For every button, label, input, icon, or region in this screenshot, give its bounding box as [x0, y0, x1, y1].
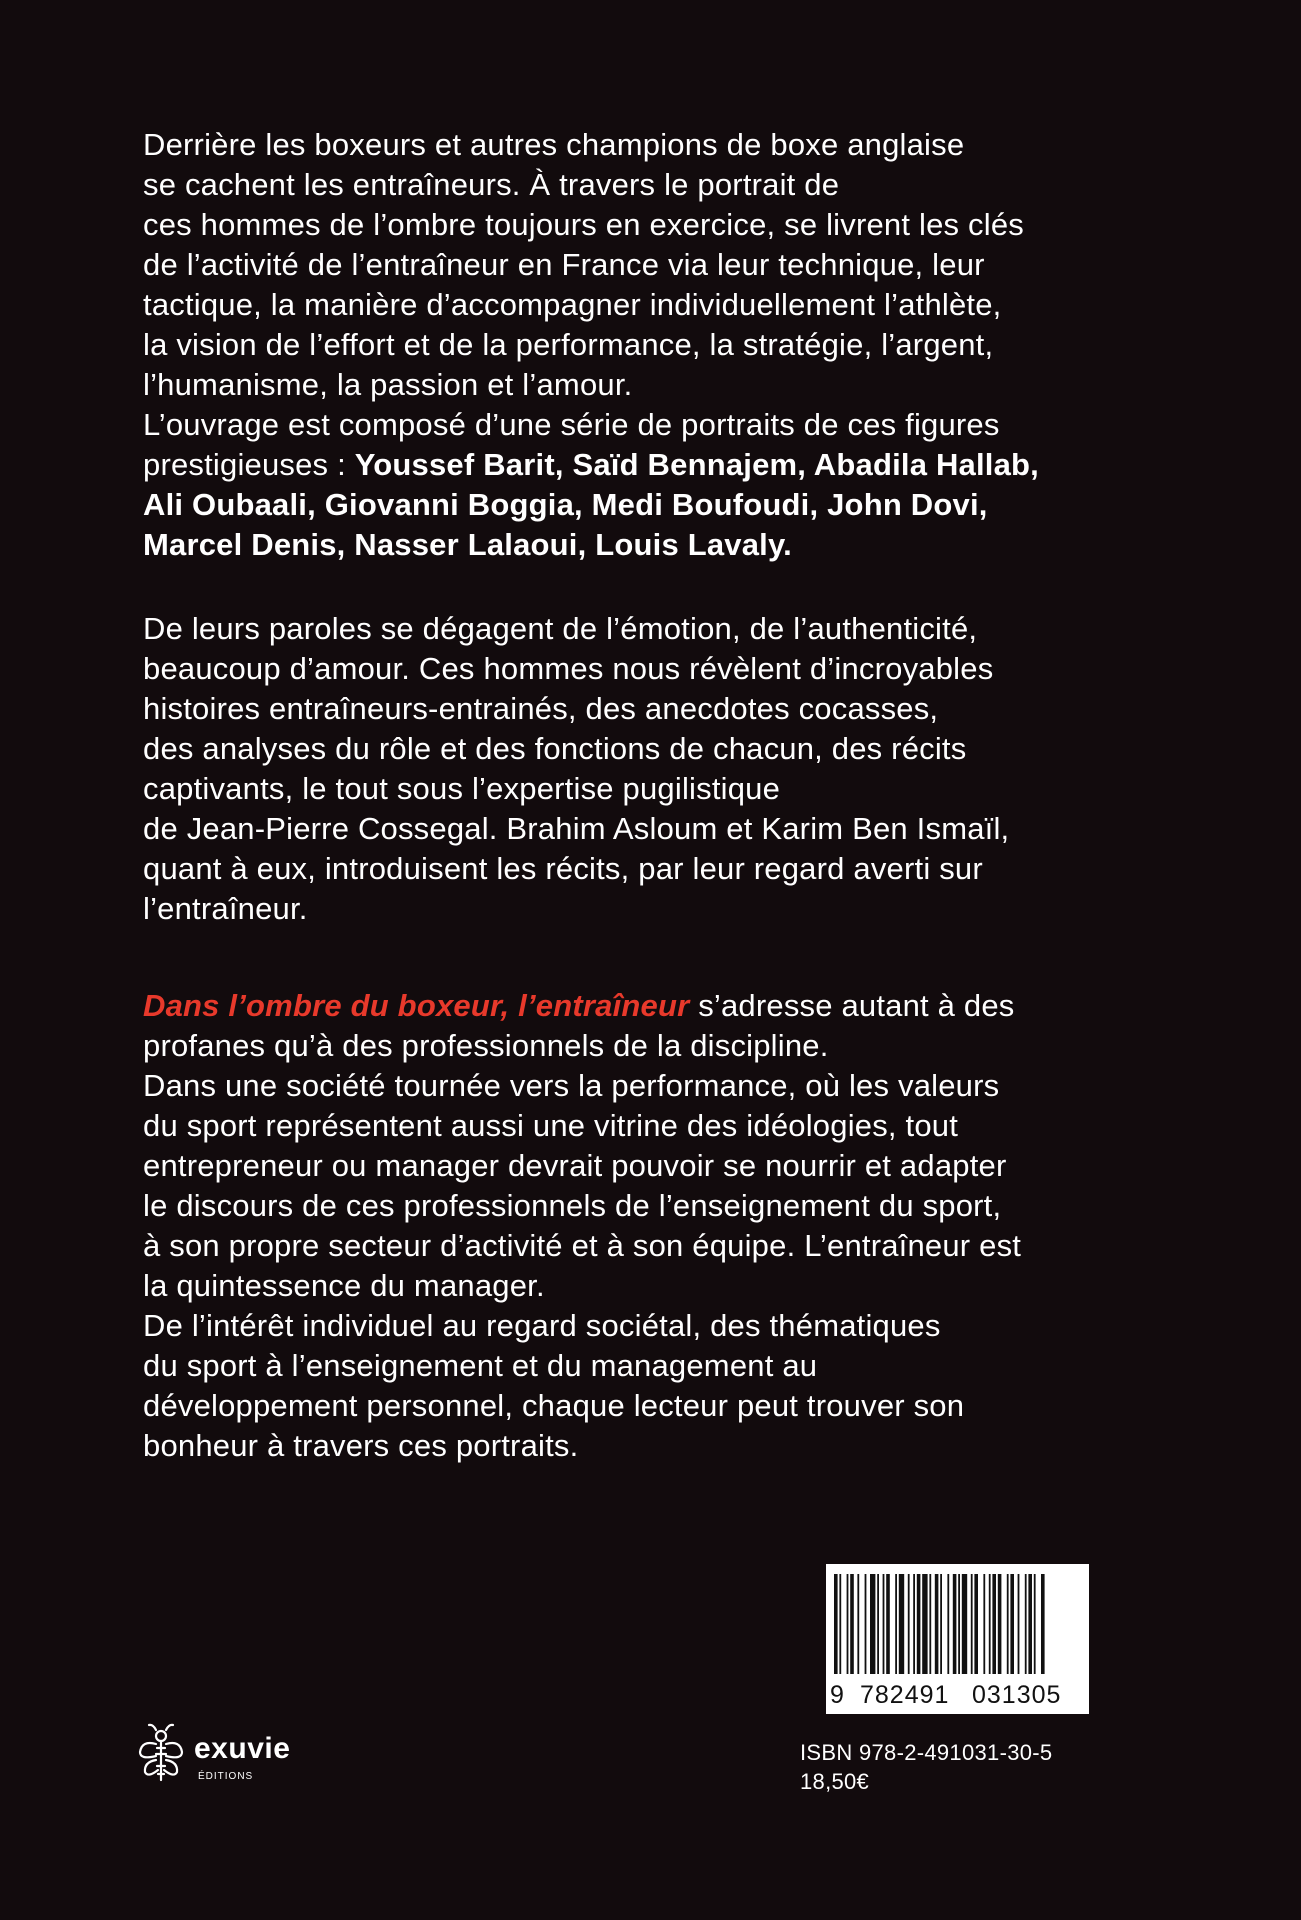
- isbn-number: ISBN 978-2-491031-30-5: [800, 1740, 1053, 1765]
- paragraph-emotion: [143, 609, 1183, 929]
- barcode-bar: [895, 1574, 897, 1674]
- barcode-bar: [883, 1574, 885, 1674]
- barcode-bar: [992, 1574, 996, 1674]
- names-intro: prestigieuses :: [143, 447, 355, 482]
- barcode-bar: [899, 1574, 904, 1674]
- barcode-bar: [834, 1574, 838, 1674]
- barcode-bar: [857, 1574, 859, 1674]
- barcode-bar: [847, 1574, 849, 1674]
- barcode-bar: [1028, 1574, 1032, 1674]
- names-bold-2: Ali Oubaali, Giovanni Boggia, Medi Boufoudi, John Dovi,: [143, 487, 988, 522]
- barcode-bar: [870, 1574, 875, 1674]
- text-line: du sport représentent aussi une vitrine des idéologies, tout: [143, 1108, 959, 1143]
- barcode-bar: [998, 1574, 1002, 1674]
- text-line: l’entraîneur.: [143, 891, 308, 926]
- barcode-bar: [947, 1574, 949, 1674]
- text-line: ces hommes de l’ombre toujours en exercice, se livrent les clés: [143, 207, 1024, 242]
- text-line: du sport à l’enseignement et du management au: [143, 1348, 818, 1383]
- barcode-bar: [1041, 1574, 1045, 1674]
- text-line: De l’intérêt individuel au regard sociétal, des thématiques: [143, 1308, 941, 1343]
- names-bold-3: Marcel Denis, Nasser Lalaoui, Louis Lavaly.: [143, 527, 792, 562]
- barcode: [826, 1564, 1089, 1714]
- text-line: des analyses du rôle et des fonctions de chacun, des récits: [143, 731, 967, 766]
- publisher-sub: ÉDITIONS: [198, 1771, 254, 1782]
- price: 18,50€: [800, 1769, 870, 1794]
- paragraph-intro: [143, 125, 1183, 565]
- book-title: Dans l’ombre du boxeur, l’entraîneur: [143, 988, 690, 1023]
- text-line: entrepreneur ou manager devrait pouvoir se nourrir et adapter: [143, 1148, 1007, 1183]
- text-line: De leurs paroles se dégagent de l’émotion, de l’authenticité,: [143, 611, 978, 646]
- publisher-name: exuvie: [194, 1732, 291, 1765]
- barcode-bar: [865, 1574, 867, 1674]
- barcode-bar: [962, 1574, 967, 1674]
- text-line: captivants, le tout sous l’expertise pugilistique: [143, 771, 781, 806]
- barcode-bar: [1034, 1574, 1036, 1674]
- barcode-bar: [877, 1574, 879, 1674]
- barcode-bar: [1007, 1574, 1009, 1674]
- text-line: beaucoup d’amour. Ces hommes nous révèlent d’incroyables: [143, 651, 994, 686]
- barcode-bar: [940, 1574, 942, 1674]
- barcode-digit-first: 9: [830, 1681, 845, 1709]
- barcode-bar: [917, 1574, 921, 1674]
- barcode-digits-left: 782491: [860, 1681, 950, 1709]
- barcode-bar: [989, 1574, 991, 1674]
- title-line-rest: s’adresse autant à des: [689, 988, 1015, 1023]
- text-line: Derrière les boxeurs et autres champions de boxe anglaise: [143, 127, 965, 162]
- text-line: le discours de ces professionnels de l’enseignement du sport,: [143, 1188, 1002, 1223]
- names-line: [143, 445, 1183, 485]
- text-line: profanes qu’à des professionnels de la discipline.: [143, 1028, 829, 1063]
- title-line: [143, 986, 1183, 1026]
- text-line: quant à eux, introduisent les récits, par leur regard averti sur: [143, 851, 983, 886]
- text-line: de Jean-Pierre Cossegal. Brahim Asloum et Karim Ben Ismaïl,: [143, 811, 1010, 846]
- barcode-bar: [983, 1574, 985, 1674]
- names-bold-1: Youssef Barit, Saïd Bennajem, Abadila Hallab,: [354, 447, 1039, 482]
- paragraph-audience: [143, 986, 1183, 1466]
- text-line: tactique, la manière d’accompagner individuellement l’athlète,: [143, 287, 1002, 322]
- text-line: histoires entraîneurs-entrainés, des anecdotes cocasses,: [143, 691, 939, 726]
- barcode-bar: [913, 1574, 915, 1674]
- barcode-bar: [886, 1574, 890, 1674]
- barcode-bar: [850, 1574, 854, 1674]
- barcode-bar: [953, 1574, 957, 1674]
- barcode-bar: [958, 1574, 960, 1674]
- text-line: bonheur à travers ces portraits.: [143, 1428, 579, 1463]
- text-line: à son propre secteur d’activité et à son équipe. L’entraîneur est: [143, 1228, 1022, 1263]
- text-line: l’humanisme, la passion et l’amour.: [143, 367, 633, 402]
- text-line: se cachent les entraîneurs. À travers le portrait de: [143, 167, 840, 202]
- barcode-bar: [971, 1574, 973, 1674]
- barcode-bar: [935, 1574, 939, 1674]
- text-line: la quintessence du manager.: [143, 1268, 545, 1303]
- text-line: Dans une société tournée vers la performance, où les valeurs: [143, 1068, 1000, 1103]
- barcode-bar: [1010, 1574, 1014, 1674]
- text-line: la vision de l’effort et de la performance, la stratégie, l’argent,: [143, 327, 994, 362]
- text-line: de l’activité de l’entraîneur en France via leur technique, leur: [143, 247, 985, 282]
- barcode-bars: [826, 1564, 1089, 1676]
- text-line: développement personnel, chaque lecteur peut trouver son: [143, 1388, 965, 1423]
- barcode-bar: [974, 1574, 978, 1674]
- barcode-bar: [929, 1574, 931, 1674]
- barcode-bar: [922, 1574, 927, 1674]
- bee-icon: [136, 1722, 186, 1792]
- barcode-bar: [1025, 1574, 1027, 1674]
- isbn-block: [800, 1738, 1052, 1796]
- publisher-logo: [136, 1716, 336, 1806]
- barcode-bar: [839, 1574, 841, 1674]
- barcode-bar: [1018, 1574, 1020, 1674]
- text-line: L’ouvrage est composé d’une série de portraits de ces figures: [143, 407, 1000, 442]
- barcode-bar: [908, 1574, 910, 1674]
- barcode-digits: [826, 1674, 1089, 1714]
- barcode-digits-right: 031305: [972, 1681, 1062, 1709]
